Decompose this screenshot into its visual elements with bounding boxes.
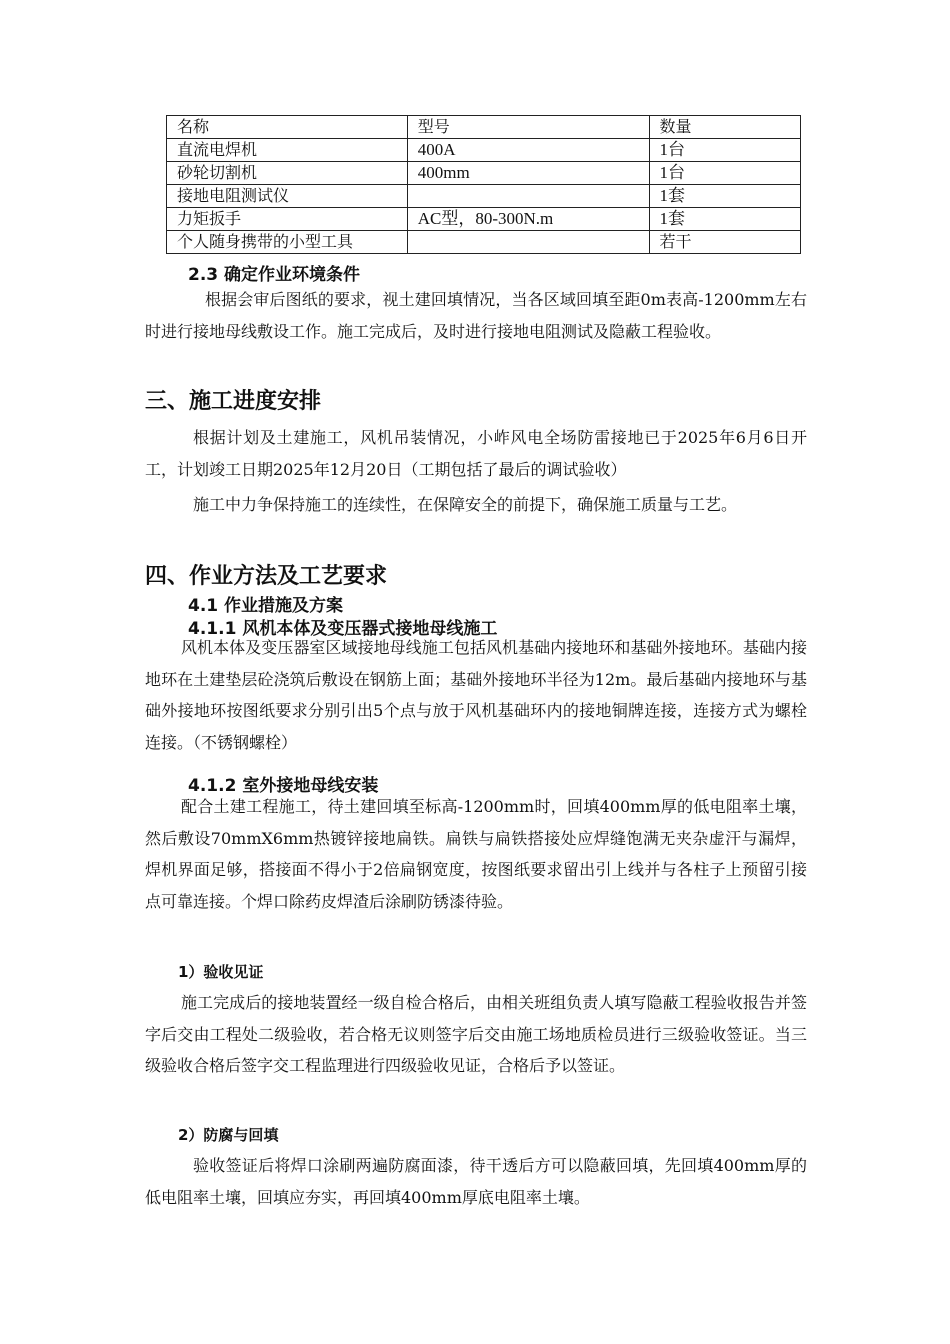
item-heading: 1）验收见证 — [178, 963, 264, 981]
table-cell: 1套 — [649, 185, 801, 208]
paragraph: 根据会审后图纸的要求，视土建回填情况，当各区域回填至距0m表高-1200mm左右时进行接地母线敷设工作。施工完成后，及时进行接地电阻测试及隐蔽工程验收。 — [145, 290, 807, 341]
table-header-cell: 名称 — [167, 116, 408, 139]
table-cell: 400A — [407, 139, 649, 162]
table-cell — [407, 231, 649, 254]
paragraph: 验收签证后将焊口涂刷两遍防腐面漆，待干透后方可以隐蔽回填，先回填400mm厚的低电阻率土壤，回填应夯实，再回填400mm厚底电阻率土壤。 — [145, 1156, 807, 1207]
paragraph: 根据计划及土建施工，风机吊装情况，小岞风电全场防雷接地已于2025年6月6日开工，计划竣工日期2025年12月20日（工期包括了最后的调试验收） — [145, 428, 807, 479]
table-row — [167, 162, 801, 185]
table-cell: AC型，80-300N.m — [407, 208, 649, 231]
table-cell: 砂轮切割机 — [167, 162, 408, 185]
paragraph: 施工完成后的接地装置经一级自检合格后，由相关班组负责人填写隐蔽工程验收报告并签字后交由工程处二级验收，若合格无议则签字后交由施工场地质检员进行三级验收签证。当三级验收合格后签字交工程监理进行四级验收见证，合格后予以签证。 — [145, 993, 807, 1075]
table-cell: 400mm — [407, 162, 649, 185]
table-cell: 接地电阻测试仪 — [167, 185, 408, 208]
table-row — [167, 185, 801, 208]
table-header-row — [167, 116, 801, 139]
section-heading-4-1-1: 4.1.1 风机本体及变压器式接地母线施工 — [188, 619, 498, 639]
table-cell: 直流电焊机 — [167, 139, 408, 162]
table-row — [167, 231, 801, 254]
chapter-heading-4: 四、作业方法及工艺要求 — [145, 564, 388, 589]
item-heading: 2）防腐与回填 — [178, 1126, 279, 1144]
table-row — [167, 139, 801, 162]
paragraph: 风机本体及变压器室区域接地母线施工包括风机基础内接地环和基础外接地环。基础内接地环在土建垫层砼浇筑后敷设在钢筋上面；基础外接地环半径为12m。最后基础内接地环与基础外接地环按图纸要求分别引出5个点与放于风机基础环内的接地铜牌连接，连接方式为螺栓连接。（不锈钢螺栓） — [145, 638, 807, 752]
table-cell: 力矩扳手 — [167, 208, 408, 231]
paragraph: 配合土建工程施工，待土建回填至标高-1200mm时，回填400mm厚的低电阻率土壤，然后敷设70mmX6mm热镀锌接地扁铁。扁铁与扁铁搭接处应焊缝饱满无夹杂虚汗与漏焊，焊机界面足够，搭接面不得小于2倍扁钢宽度，按图纸要求留出引上线并与各柱子上预留引接点可靠连接。个焊口除药皮焊渣后涂刷防锈漆待验。 — [145, 797, 807, 911]
table-cell — [407, 185, 649, 208]
table-cell: 1套 — [649, 208, 801, 231]
equipment-table — [166, 115, 801, 254]
table-cell: 若干 — [649, 231, 801, 254]
chapter-heading-3: 三、施工进度安排 — [145, 389, 322, 414]
table-header-cell: 型号 — [407, 116, 649, 139]
paragraph: 施工中力争保持施工的连续性，在保障安全的前提下，确保施工质量与工艺。 — [193, 495, 738, 514]
table-header-cell: 数量 — [649, 116, 801, 139]
table-cell: 1台 — [649, 139, 801, 162]
section-heading-4-1-2: 4.1.2 室外接地母线安装 — [188, 776, 379, 796]
section-heading-4-1: 4.1 作业措施及方案 — [188, 596, 344, 616]
table-cell: 个人随身携带的小型工具 — [167, 231, 408, 254]
table-cell: 1台 — [649, 162, 801, 185]
table-row — [167, 208, 801, 231]
section-heading-2-3: 2.3 确定作业环境条件 — [188, 265, 361, 285]
